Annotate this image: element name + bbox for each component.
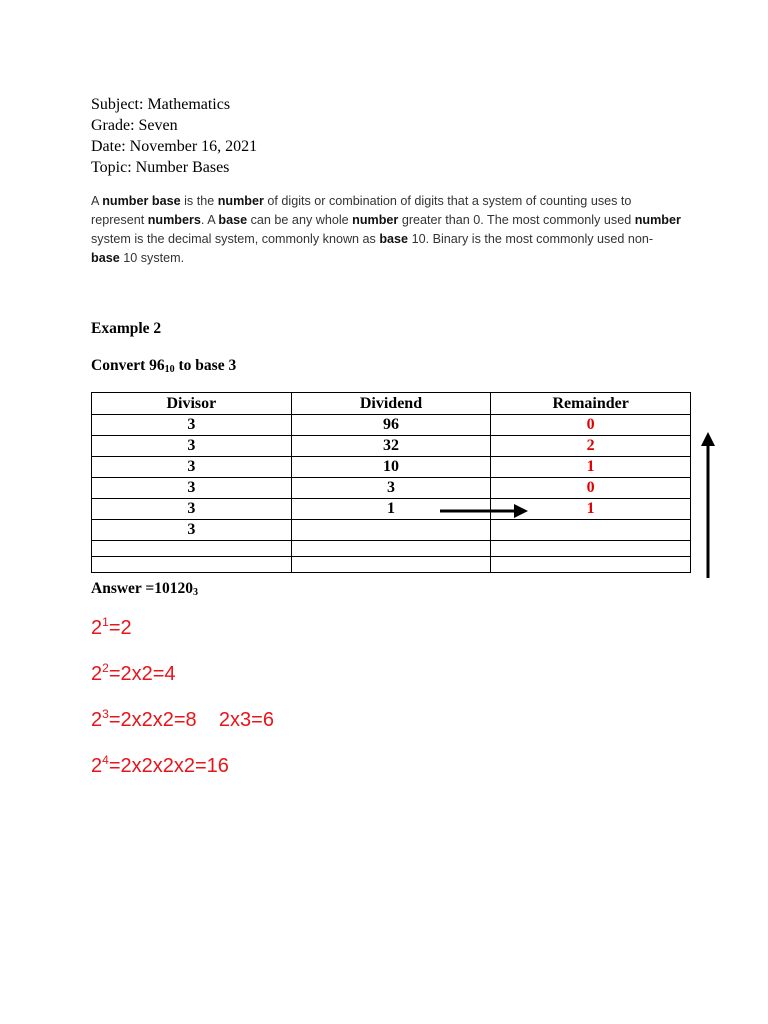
power-expansion: =2: [108, 617, 132, 639]
remainder-cell: [491, 520, 691, 541]
table-row: [92, 415, 691, 436]
paragraph-text: A: [91, 194, 103, 208]
paragraph-text: . A: [200, 213, 219, 227]
subject-line: Subject: Mathematics: [91, 96, 231, 113]
dividend-cell: 1: [291, 499, 491, 520]
paragraph-text: system is the decimal system, commonly known as: [91, 232, 380, 246]
divisor-cell: 3: [92, 478, 292, 499]
divisor-cell: 3: [92, 499, 292, 520]
remainder-cell: [491, 557, 691, 573]
table-row: [92, 520, 691, 541]
remainder-cell: 0: [491, 478, 691, 499]
example-title: Example 2: [91, 320, 162, 337]
column-header: Remainder: [491, 393, 691, 415]
power-exponent: 2: [102, 661, 109, 675]
power-exponent: 3: [102, 707, 109, 721]
table-row: [92, 557, 691, 573]
bold-term: number: [634, 213, 681, 227]
remainder-cell: 2: [491, 436, 691, 457]
definition-paragraph: [91, 192, 681, 268]
table-row: [92, 499, 691, 520]
bold-term: numbers: [147, 213, 201, 227]
power-base: 2: [91, 617, 103, 639]
bold-term: base: [218, 213, 248, 227]
power-base: 2: [91, 755, 103, 777]
remainder-cell: 0: [491, 415, 691, 436]
power-base: 2: [91, 663, 103, 685]
power-expansion: =2x2x2=8 2x3=6: [108, 709, 274, 731]
dividend-cell: 3: [291, 478, 491, 499]
bold-term: base: [379, 232, 409, 246]
paragraph-text: 10. Binary is the most commonly used non-: [408, 232, 654, 246]
dividend-cell: [291, 541, 491, 557]
power-exponent: 1: [102, 615, 109, 629]
column-header: Divisor: [92, 393, 292, 415]
divisor-cell: [92, 557, 292, 573]
paragraph-text: of digits or combination of digits that a system of counting uses to represent: [91, 194, 632, 227]
table-row: [92, 436, 691, 457]
paragraph-text: can be any whole: [247, 213, 353, 227]
power-base: 2: [91, 709, 103, 731]
answer-line: Answer $=10120_3$: [91, 580, 198, 598]
remainder-cell: [491, 541, 691, 557]
dividend-cell: 32: [291, 436, 491, 457]
table-row: [92, 478, 691, 499]
bold-term: base: [91, 251, 120, 265]
paragraph-text: 10 system.: [119, 251, 185, 265]
divisor-cell: 3: [92, 520, 292, 541]
power-line: [91, 755, 229, 778]
bold-term: number: [217, 194, 264, 208]
divisor-cell: [92, 541, 292, 557]
right-arrow-icon: [438, 500, 530, 522]
date-line: Date: November 16, 2021: [91, 138, 258, 155]
bold-term: number: [352, 213, 399, 227]
remainder-cell: 1: [491, 457, 691, 478]
table-row: [92, 541, 691, 557]
up-arrow-icon: [698, 430, 718, 580]
divisor-cell: 3: [92, 415, 292, 436]
paragraph-text: greater than 0. The most commonly used: [398, 213, 635, 227]
power-line: [91, 663, 176, 686]
grade-line: Grade: Seven: [91, 117, 178, 134]
topic-line: Topic: Number Bases: [91, 159, 230, 176]
power-expansion: =2x2x2x2=16: [108, 755, 229, 777]
table-row: [92, 457, 691, 478]
power-exponent: 4: [102, 753, 109, 767]
power-expansion: =2x2=4: [108, 663, 176, 685]
divisor-cell: 3: [92, 457, 292, 478]
column-header: Dividend: [291, 393, 491, 415]
dividend-cell: [291, 557, 491, 573]
paragraph-text: is the: [180, 194, 218, 208]
conversion-table: [91, 392, 691, 573]
dividend-cell: 96: [291, 415, 491, 436]
table-header-row: [92, 393, 691, 415]
remainder-cell: 1: [491, 499, 691, 520]
bold-term: number base: [102, 194, 181, 208]
dividend-cell: 10: [291, 457, 491, 478]
dividend-cell: [291, 520, 491, 541]
power-line: [91, 617, 132, 640]
divisor-cell: 3: [92, 436, 292, 457]
power-line: [91, 709, 274, 732]
convert-instruction: Convert $96_{10}$ to base 3: [91, 357, 237, 375]
